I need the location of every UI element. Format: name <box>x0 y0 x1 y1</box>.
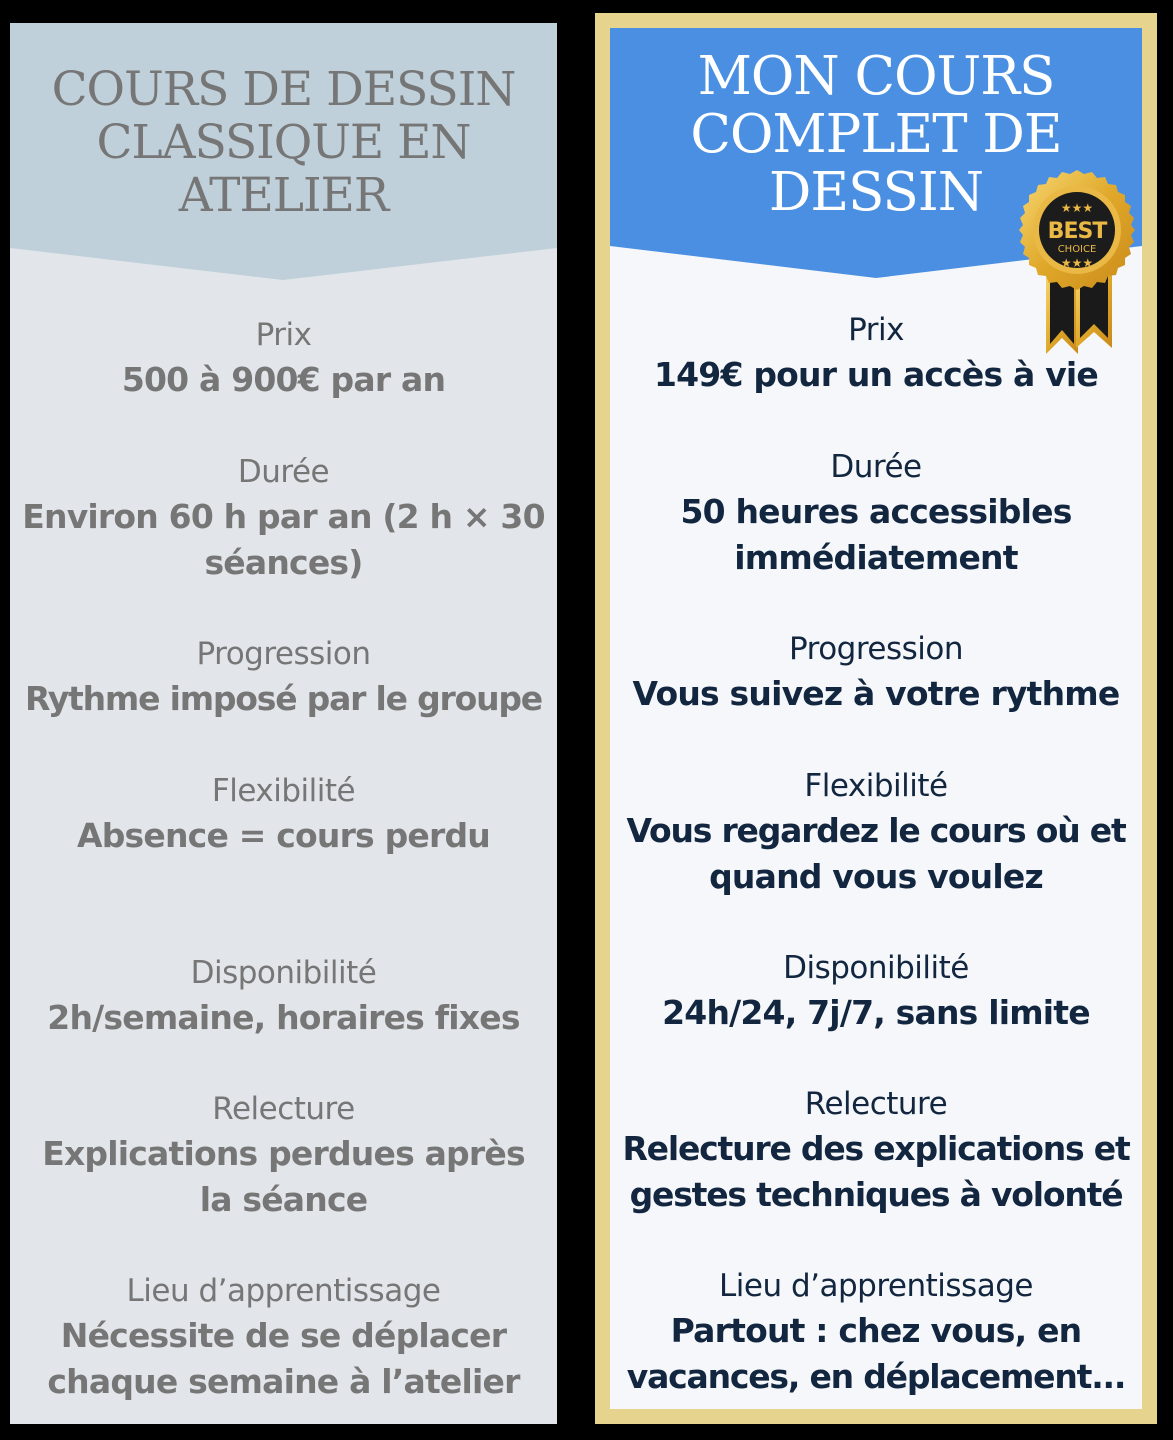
svg-text:★★★: ★★★ <box>1060 201 1094 215</box>
row-lieu: Lieu d’apprentissage Nécessite de se déplacer chaque semaine à l’atelier <box>47 1273 520 1401</box>
classic-course-title: COURS DE DESSIN CLASSIQUE EN ATELIER <box>51 62 516 223</box>
row-lieu: Lieu d’apprentissage Partout : chez vous, en vacances, en déplacement... <box>626 1268 1126 1396</box>
svg-text:BEST: BEST <box>1047 219 1107 244</box>
svg-text:CHOICE: CHOICE <box>1057 244 1097 255</box>
row-flexibilite: Flexibilité Absence = cours perdu <box>77 773 490 855</box>
row-relecture: Relecture Explications perdues après la séance <box>42 1091 525 1219</box>
row-flexibilite: Flexibilité Vous regardez le cours où et quand vous voulez <box>626 768 1126 896</box>
row-disponibilite: Disponibilité 24h/24, 7j/7, sans limite <box>662 950 1090 1032</box>
row-progression: Progression Rythme imposé par le groupe <box>25 636 542 718</box>
row-progression: Progression Vous suivez à votre rythme <box>632 631 1120 713</box>
row-prix: Prix 149€ pour un accès à vie <box>653 312 1099 394</box>
row-prix: Prix 500 à 900€ par an <box>121 317 446 399</box>
svg-text:★★★: ★★★ <box>1060 256 1094 270</box>
best-choice-badge-icon <box>1012 168 1142 360</box>
online-course-title: MON COURS COMPLET DE DESSIN <box>690 46 1062 223</box>
row-duree: Durée 50 heures accessibles immédiatement <box>680 449 1072 577</box>
classic-course-panel <box>10 23 557 1424</box>
row-disponibilite: Disponibilité 2h/semaine, horaires fixes <box>47 955 520 1037</box>
row-relecture: Relecture Relecture des explications et gestes techniques à volonté <box>622 1086 1130 1214</box>
row-duree: Durée Environ 60 h par an (2 h × 30 séances) <box>22 454 545 582</box>
